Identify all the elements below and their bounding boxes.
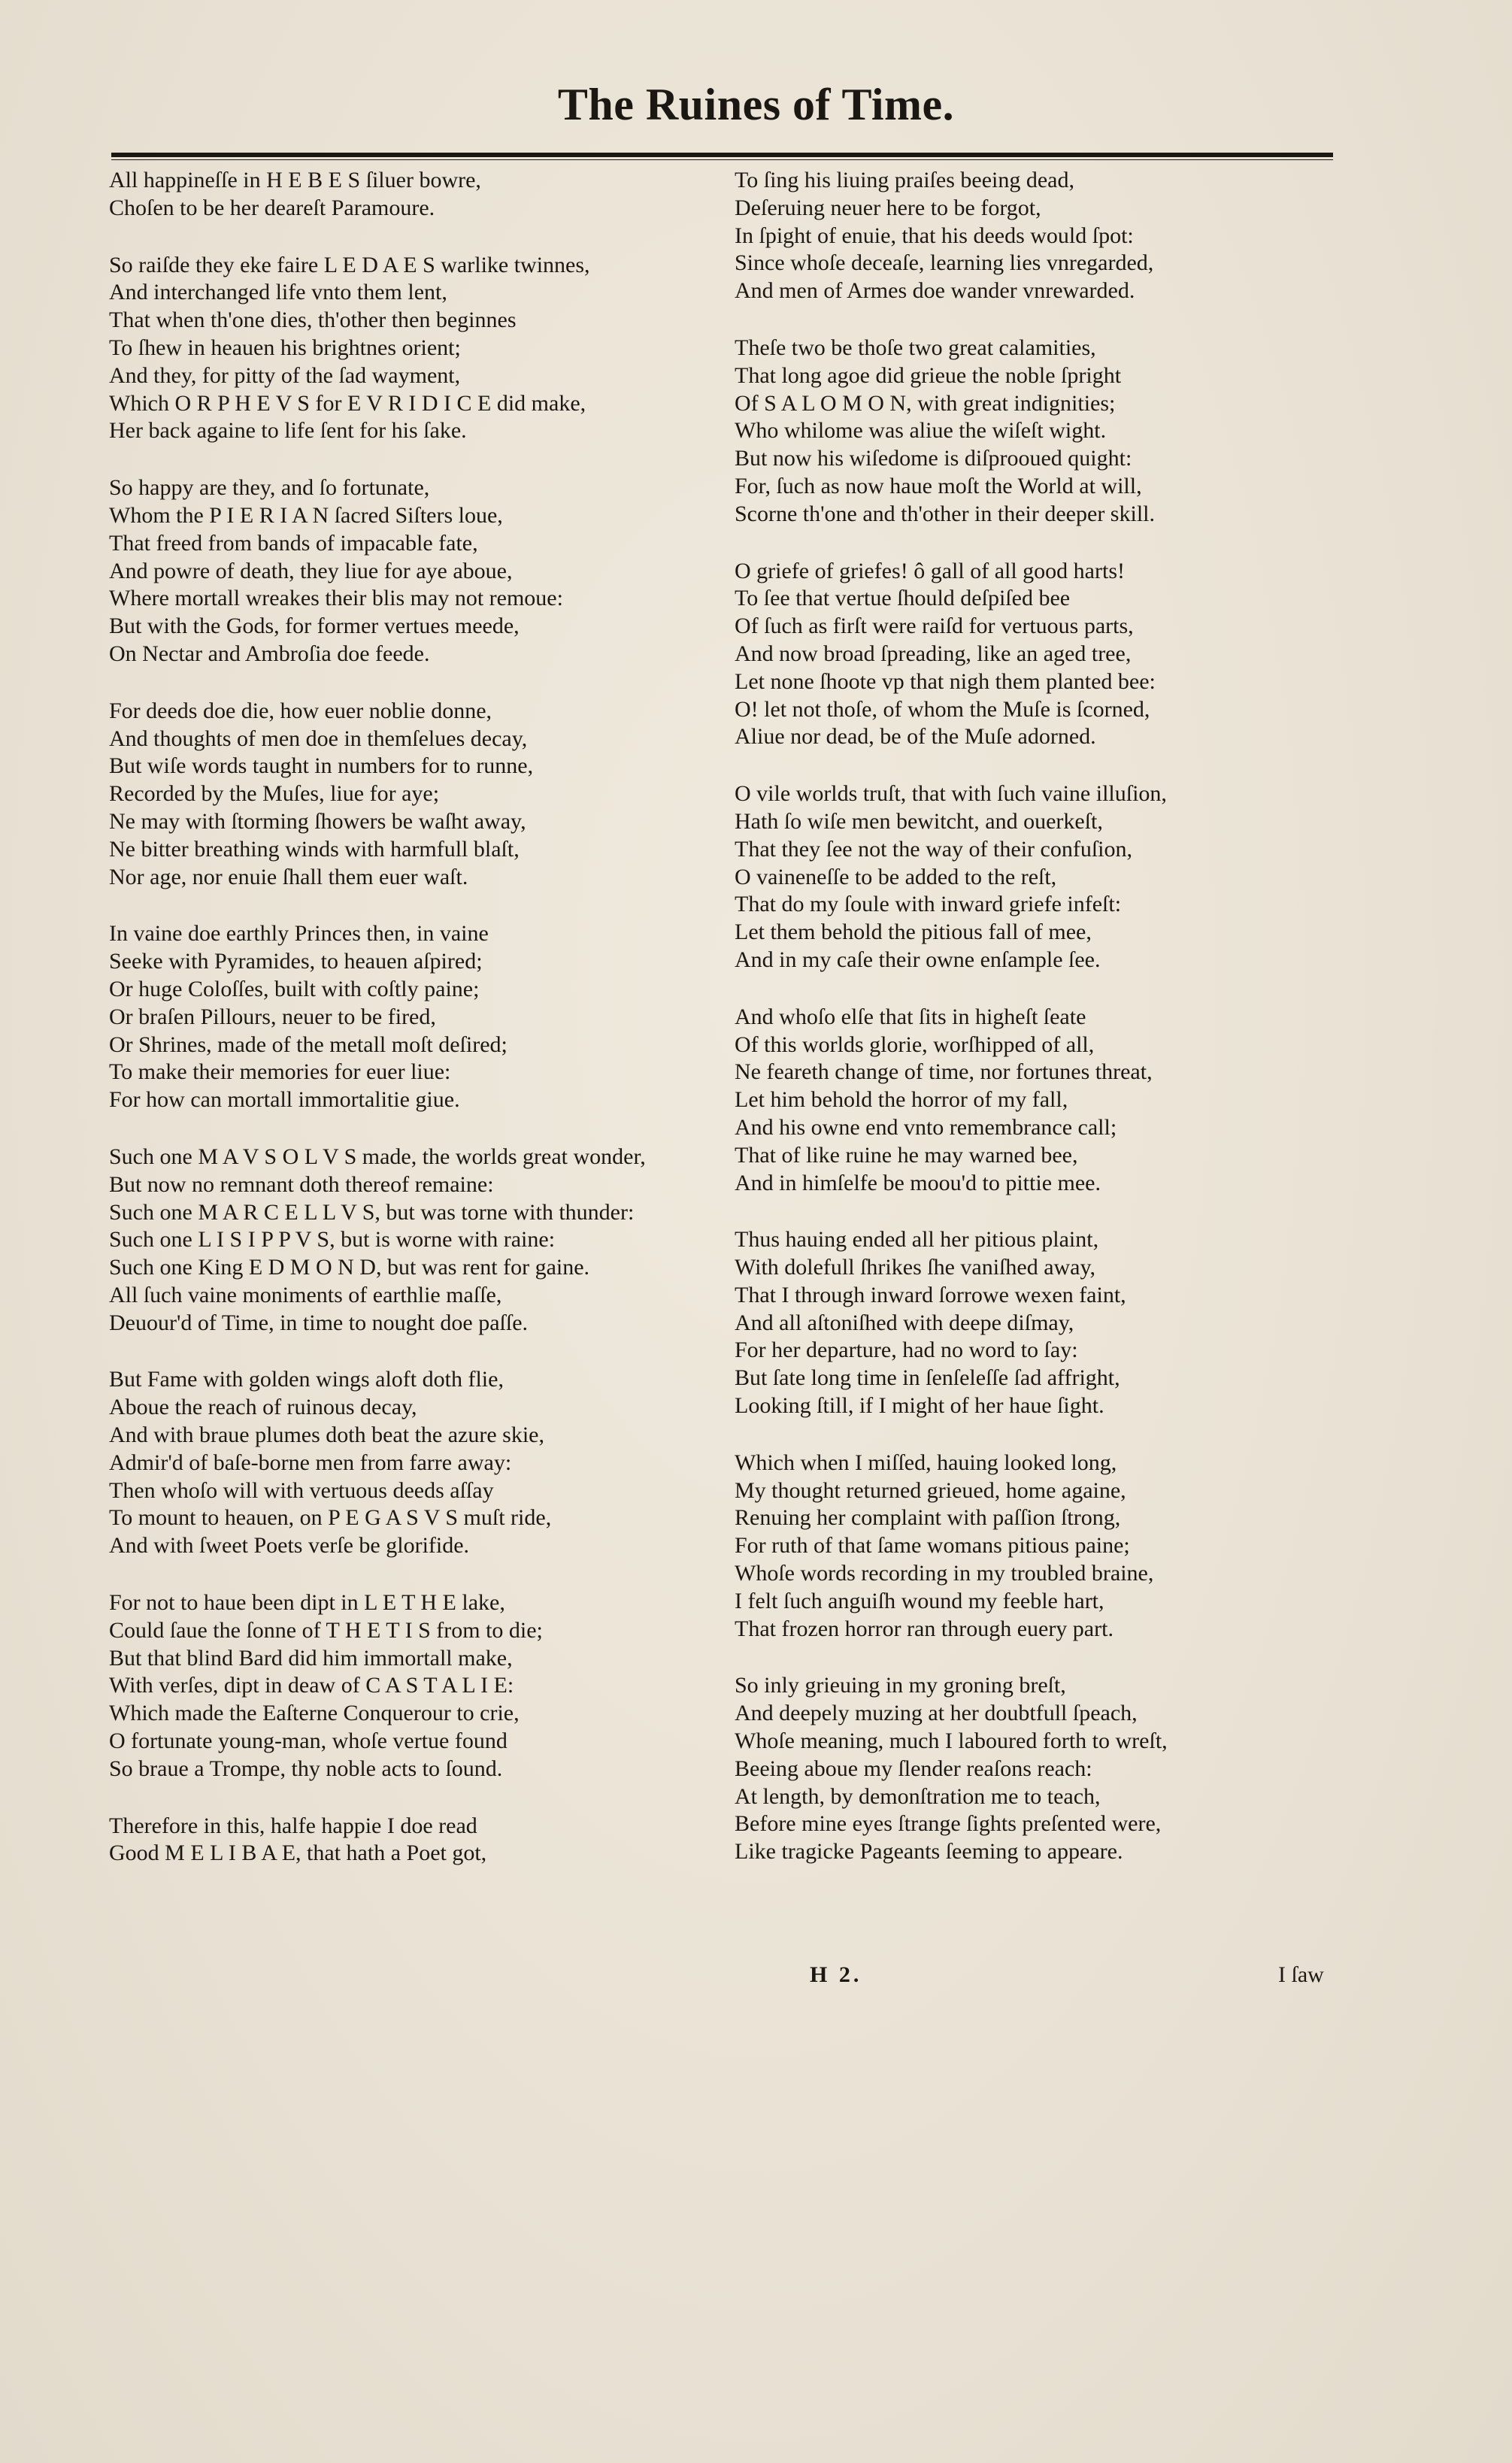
verse-line: Let him behold the horror of my fall, — [735, 1087, 1068, 1113]
verse-line: To ſee that vertue ſhould deſpiſed bee — [735, 586, 1071, 611]
verse-line: So happy are they, and ſo fortunate, — [109, 475, 430, 501]
verse-line: Of S A L O M O N, with great indignities; — [735, 390, 1116, 416]
verse-line: And whoſo elſe that ſits in higheſt ſeate — [735, 1004, 1086, 1029]
verse-line: That I through inward ſorrowe wexen faint, — [735, 1282, 1126, 1307]
verse-line: Choſen to be her deareſt Paramoure. — [109, 195, 435, 220]
verse-line: And with ſweet Poets verſe be glorifide. — [109, 1533, 470, 1559]
verse-line: Whoſe meaning, much I laboured forth to wreſt, — [735, 1728, 1168, 1754]
verse-line: With dolefull ſhrikes ſhe vaniſhed away, — [735, 1255, 1096, 1280]
verse-line: Beeing aboue my ſlender reaſons reach: — [735, 1756, 1092, 1781]
verse-line: Could ſaue the ſonne of T H E T I S from to die; — [109, 1617, 543, 1643]
verse-line: But now his wiſedome is diſprooued quight: — [735, 446, 1132, 471]
verse-line: Or huge Coloſſes, built with coſtly paine; — [109, 976, 480, 1001]
verse-line: Of ſuch as firſt were raiſd for vertuous parts, — [735, 613, 1134, 639]
verse-line: To ſhew in heauen his brightnes orient; — [109, 335, 461, 360]
verse-line: Or braſen Pillours, neuer to be fired, — [109, 1004, 436, 1029]
verse-line: To ſing his liuing praiſes beeing dead, — [735, 168, 1074, 192]
stanza — [735, 1450, 1381, 1644]
verse-line: So inly grieuing in my groning breſt, — [735, 1673, 1066, 1698]
verse-line: Thus hauing ended all her pitious plaint, — [735, 1227, 1099, 1253]
verse-line: I felt ſuch anguiſh wound my feeble hart, — [735, 1588, 1104, 1613]
verse-line: In vaine doe earthly Princes then, in vaine — [109, 921, 489, 947]
stanza — [109, 920, 756, 1114]
verse-line: But now no remnant doth thereof remaine: — [109, 1171, 494, 1197]
stanza — [735, 335, 1381, 529]
verse-line: So raiſde they eke faire L E D A E S warlike twinnes, — [109, 252, 590, 277]
verse-line: And with braue plumes doth beat the azure skie, — [109, 1422, 544, 1448]
verse-line: And men of Armes doe wander vnrewarded. — [735, 278, 1135, 304]
verse-line: That freed from bands of impacable fate, — [109, 530, 478, 556]
stanza — [735, 167, 1381, 305]
verse-line: But that blind Bard did him immortall make, — [109, 1645, 513, 1671]
verse-line: Such one M A V S O L V S made, the worlds great wonder, — [109, 1144, 646, 1169]
verse-line: Like tragicke Pageants ſeeming to appeare. — [735, 1839, 1123, 1865]
stanza — [109, 1589, 756, 1783]
verse-line: Of this worlds glorie, worſhipped of all, — [735, 1032, 1095, 1057]
verse-line: To make their memories for euer liue: — [109, 1059, 451, 1085]
verse-line: And in my caſe their owne enſample ſee. — [735, 947, 1101, 972]
verse-line: Seeke with Pyramides, to heauen aſpired; — [109, 949, 483, 974]
verse-line: But with the Gods, for former vertues meede, — [109, 613, 520, 639]
signature-mark: H 2. — [810, 1962, 862, 1987]
verse-line: That long agoe did grieue the noble ſpright — [735, 362, 1122, 388]
verse-line: O vaineneſſe to be added to the reſt, — [735, 864, 1057, 889]
page-title: The Ruines of Time. — [557, 80, 955, 129]
verse-line: Nor age, nor enuie ſhall them euer waſt. — [109, 864, 468, 889]
verse-line: Whom the P I E R I A N ſacred Siſters loue, — [109, 502, 503, 528]
header-rule-thin — [111, 159, 1333, 160]
verse-line: Let none ſhoote vp that nigh them planted bee: — [735, 668, 1156, 694]
header-rule — [111, 153, 1333, 157]
stanza — [109, 474, 756, 668]
verse-line: Who whilome was aliue the wiſeſt wight. — [735, 418, 1107, 444]
verse-line: Where mortall wreakes their blis may not remoue: — [109, 586, 563, 611]
catchword: I ſaw — [1278, 1962, 1324, 1987]
verse-line: And all aſtoniſhed with deepe diſmay, — [735, 1310, 1074, 1335]
verse-line: For, ſuch as now haue moſt the World at will, — [735, 473, 1142, 498]
stanza — [109, 252, 756, 446]
verse-line: In ſpight of enuie, that his deeds would ſpot: — [735, 223, 1134, 248]
verse-line: For deeds doe die, how euer noblie donne, — [109, 698, 492, 723]
verse-line: O griefe of griefes! ô gall of all good harts! — [735, 558, 1125, 583]
verse-line: Recorded by the Muſes, liue for aye; — [109, 781, 440, 807]
verse-line: Or Shrines, made of the metall moſt deſired; — [109, 1032, 508, 1057]
verse-line: But wiſe words taught in numbers for to runne, — [109, 753, 534, 779]
verse-line: Her back againe to life ſent for his ſake. — [109, 418, 467, 444]
verse-line: At length, by demonſtration me to teach, — [735, 1783, 1101, 1809]
verse-line: That do my ſoule with inward griefe infeſt: — [735, 892, 1122, 917]
verse-line: Ne bitter breathing winds with harmfull blaſt, — [109, 836, 520, 862]
verse-line: Whoſe words recording in my troubled braine, — [735, 1561, 1154, 1586]
stanza — [735, 1672, 1381, 1866]
verse-line: So braue a Trompe, thy noble acts to ſound. — [109, 1756, 503, 1781]
verse-line: Then whoſo will with vertuous deeds aſſay — [109, 1477, 494, 1503]
verse-line: For not to haue been dipt in L E T H E lake, — [109, 1590, 505, 1616]
verse-line: O fortunate young-man, whoſe vertue found — [109, 1728, 508, 1754]
stanza — [109, 1144, 756, 1338]
verse-line: Such one King E D M O N D, but was rent for gaine. — [109, 1255, 590, 1280]
verse-line: All happineſſe in H E B E S ſiluer bowre, — [109, 168, 481, 192]
left-column — [109, 167, 756, 1897]
verse-line: Looking ſtill, if I might of her haue ſight. — [735, 1393, 1104, 1419]
verse-line: For ruth of that ſame womans pitious paine; — [735, 1533, 1130, 1559]
verse-line: And now broad ſpreading, like an aged tree, — [735, 641, 1132, 666]
verse-line: And they, for pitty of the ſad wayment, — [109, 362, 461, 388]
verse-line: And interchanged life vnto them lent, — [109, 280, 447, 305]
verse-line: Which O R P H E V S for E V R I D I C E did make, — [109, 390, 586, 416]
verse-line: On Nectar and Ambroſia doe feede. — [109, 641, 430, 666]
verse-line: Therefore in this, halfe happie I doe read — [109, 1813, 477, 1838]
verse-line: But Fame with golden wings aloft doth flie, — [109, 1367, 504, 1392]
verse-line: My thought returned grieued, home againe, — [735, 1477, 1126, 1503]
verse-line: Aliue nor dead, be of the Muſe adorned. — [735, 724, 1096, 750]
verse-line: O! let not thoſe, of whom the Muſe is ſcorned, — [735, 696, 1150, 722]
verse-line: And deepely muzing at her doubtfull ſpeach, — [735, 1701, 1138, 1726]
verse-line: Which when I miſſed, hauing looked long, — [735, 1450, 1117, 1475]
verse-line: That when th'one dies, th'other then beginnes — [109, 307, 517, 333]
verse-line: Let them behold the pitious fall of mee, — [735, 919, 1092, 945]
verse-line: Theſe two be thoſe two great calamities, — [735, 335, 1096, 360]
verse-line: Admir'd of baſe-borne men from farre away: — [109, 1450, 512, 1475]
stanza — [735, 1226, 1381, 1420]
verse-line: O vile worlds truſt, that with ſuch vaine illuſion, — [735, 781, 1167, 807]
stanza — [735, 780, 1381, 974]
verse-line: And powre of death, they liue for aye aboue, — [109, 558, 513, 583]
verse-line: Such one M A R C E L L V S, but was torne with thunder: — [109, 1199, 635, 1225]
verse-line: Deuour'd of Time, in time to nought doe paſſe. — [109, 1310, 529, 1335]
verse-line: Renuing her complaint with paſſion ſtrong, — [735, 1505, 1121, 1531]
verse-line: Hath ſo wiſe men bewitcht, and ouerkeſt, — [735, 808, 1103, 834]
verse-line: Scorne th'one and th'other in their deeper skill. — [735, 501, 1155, 526]
verse-line: Aboue the reach of ruinous decay, — [109, 1395, 417, 1420]
verse-line: That frozen horror ran through euery part. — [735, 1616, 1114, 1641]
verse-line: To mount to heauen, on P E G A S V S muſt ride, — [109, 1505, 552, 1531]
verse-line: Ne may with ſtorming ſhowers be waſht away, — [109, 808, 526, 834]
verse-line: Since whoſe deceaſe, learning lies vnregarded, — [735, 250, 1154, 276]
verse-line: And in himſelfe be moou'd to pittie mee. — [735, 1170, 1101, 1195]
stanza — [109, 698, 756, 892]
verse-line: Which made the Eaſterne Conquerour to crie, — [109, 1701, 520, 1726]
verse-line: That they ſee not the way of their confuſion, — [735, 836, 1132, 862]
stanza — [109, 167, 756, 223]
verse-line: And his owne end vnto remembrance call; — [735, 1114, 1117, 1140]
stanza — [109, 1813, 756, 1868]
verse-line: But ſate long time in ſenſeleſſe ſad affright, — [735, 1365, 1120, 1391]
verse-line: Such one L I S I P P V S, but is worne with raine: — [109, 1227, 556, 1253]
verse-line: All ſuch vaine moniments of earthlie maſſe, — [109, 1282, 502, 1307]
verse-line: Ne feareth change of time, nor fortunes threat, — [735, 1059, 1153, 1085]
verse-line: And thoughts of men doe in themſelues decay, — [109, 726, 528, 751]
verse-line: For how can mortall immortalitie giue. — [109, 1087, 460, 1113]
verse-line: For her departure, had no word to ſay: — [735, 1338, 1078, 1363]
stanza — [109, 1366, 756, 1560]
right-column — [735, 167, 1381, 1895]
verse-line: Deſeruing neuer here to be forgot, — [735, 195, 1041, 220]
verse-line: That of like ruine he may warned bee, — [735, 1142, 1078, 1168]
verse-line: With verſes, dipt in deaw of C A S T A L I E: — [109, 1673, 514, 1698]
verse-line: Good M E L I B A E, that hath a Poet got, — [109, 1840, 487, 1866]
verse-line: Before mine eyes ſtrange ſights preſented were, — [735, 1811, 1162, 1837]
stanza — [735, 1004, 1381, 1198]
stanza — [735, 558, 1381, 752]
